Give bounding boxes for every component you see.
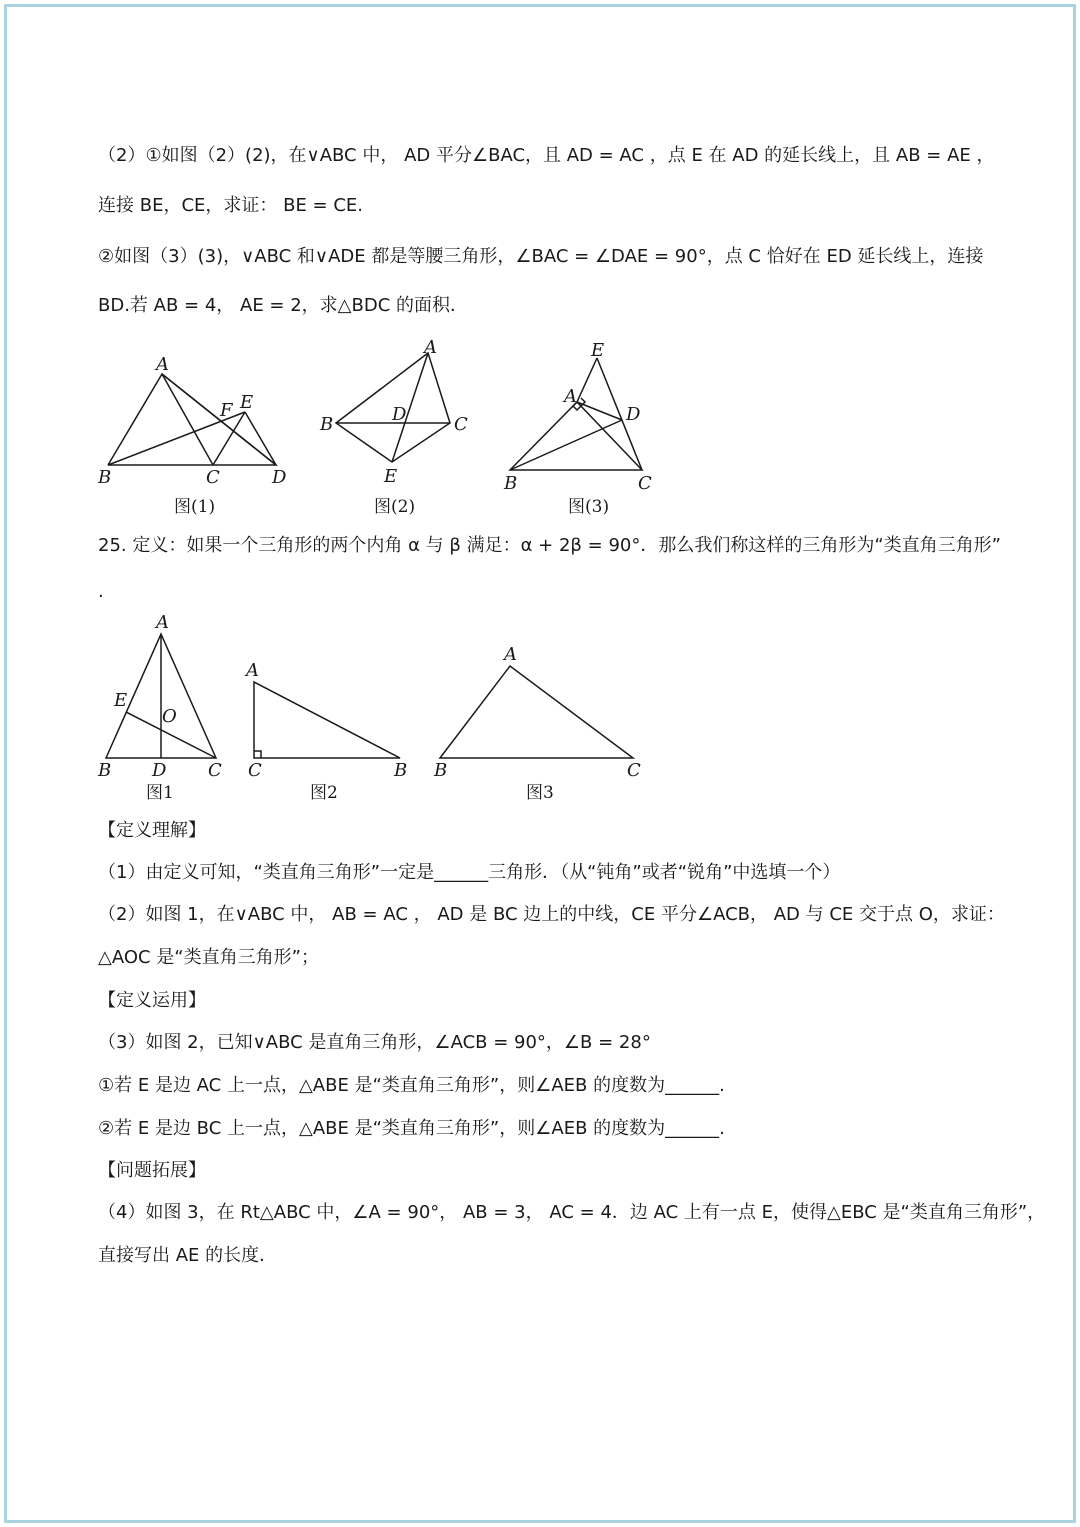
fig3-triangle-abc [510, 402, 642, 470]
figure-1-mid [97, 612, 222, 803]
mfig1-label-a: A [156, 612, 169, 633]
question-e4-line2: 直接写出 AE 的长度． [98, 1245, 278, 1266]
mid-figures [90, 608, 670, 808]
mfig3-caption: 图3 [526, 783, 554, 803]
q2-1-line1: （2）①如图（2）(2)，在∨ABC 中， AD 平分∠BAC，且 AD = AC ，点 E 在 AD 的延长线上，且 AB = AE ， [98, 145, 995, 166]
fig1-caption: 图(1) [174, 497, 216, 517]
figure-3-mid [433, 644, 641, 803]
mfig2-right-angle [254, 751, 261, 758]
mfig2-triangle [254, 682, 400, 758]
mfig3-triangle [440, 666, 633, 758]
fig3-segment-ae [577, 358, 597, 402]
fig3-label-d: D [626, 404, 641, 425]
fig1-triangle-abc [108, 374, 276, 465]
q2-2-line2: BD.若 AB = 4， AE = 2，求△BDC 的面积． [98, 295, 469, 316]
mfig2-label-a: A [246, 660, 259, 681]
figure-2-mid [244, 660, 407, 803]
question-a3-1: ①若 E 是边 AC 上一点，△ABE 是“类直角三角形”，则∠AEB 的度数为______. [98, 1075, 725, 1096]
fig1-segment-ac [162, 374, 213, 465]
fig3-label-e: E [591, 340, 605, 361]
fig2-label-a: A [424, 340, 437, 358]
fig1-label-f: F [220, 400, 233, 421]
fig3-label-c: C [638, 473, 652, 494]
mfig2-label-c: C [248, 760, 262, 781]
q25-definition-line1: 25. 定义：如果一个三角形的两个内角 α 与 β 满足：α + 2β = 90°．那么我们称这样的三角形为“类直角三角形” [98, 535, 1001, 556]
question-u2-line1: （2）如图 1，在∨ABC 中， AB = AC ， AD 是 BC 边上的中线，CE 平分∠ACB， AD 与 CE 交于点 O，求证： [98, 904, 1005, 925]
mfig1-label-b: B [98, 760, 112, 781]
mfig1-label-d: D [152, 760, 167, 781]
fig2-caption: 图(2) [374, 497, 416, 517]
mfig1-caption: 图1 [146, 783, 174, 803]
fig1-segment-ed [245, 412, 276, 465]
figure-3-top [503, 340, 652, 517]
mfig3-label-b: B [434, 760, 448, 781]
fig2-label-e: E [384, 466, 398, 487]
fig1-label-d: D [272, 467, 287, 488]
q2-1-line2: 连接 BE，CE，求证： BE = CE. [98, 195, 364, 216]
question-u2-line2: △AOC 是“类直角三角形”； [98, 947, 319, 968]
question-e4-line1: （4）如图 3，在 Rt△ABC 中，∠A = 90°， AB = 3， AC = 4．边 AC 上有一点 E，使得△EBC 是“类直角三角形”， [98, 1202, 1046, 1223]
q2-2-line1: ②如图（3）(3)，∨ABC 和∨ADE 都是等腰三角形，∠BAC = ∠DAE = 90°，点 C 恰好在 ED 延长线上，连接 [98, 246, 984, 267]
understanding-header: 【定义理解】 [98, 820, 206, 841]
fig3-caption: 图(3) [568, 497, 610, 517]
mfig2-caption: 图2 [310, 783, 338, 803]
top-figures [90, 340, 670, 525]
mfig2-label-b: B [394, 760, 408, 781]
fig2-label-b: B [320, 414, 334, 435]
fig3-label-b: B [504, 473, 518, 494]
q25-definition-line2: . [98, 581, 104, 602]
mfig1-label-o: O [162, 706, 177, 727]
application-header: 【定义运用】 [98, 990, 206, 1011]
figure-2-top [319, 340, 468, 517]
fig1-label-a: A [156, 354, 169, 375]
extension-header: 【问题拓展】 [98, 1160, 206, 1181]
fig1-label-e: E [240, 392, 254, 413]
fig1-segment-ad [162, 374, 276, 465]
mfig1-label-c: C [208, 760, 222, 781]
question-a3: （3）如图 2，已知∨ABC 是直角三角形，∠ACB = 90°，∠B = 28° [98, 1032, 651, 1053]
question-a3-2: ②若 E 是边 BC 上一点，△ABE 是“类直角三角形”，则∠AEB 的度数为______. [98, 1118, 725, 1139]
question-u1: （1）由定义可知，“类直角三角形”一定是______三角形．（从“钝角”或者“锐角”中选填一个） [98, 862, 841, 883]
fig2-label-d: D [392, 404, 407, 425]
mfig1-label-e: E [114, 690, 128, 711]
fig2-label-c: C [454, 414, 468, 435]
mfig3-label-c: C [627, 760, 641, 781]
figure-1-top [97, 354, 287, 517]
fig3-segment-bd [510, 420, 622, 470]
fig1-label-b: B [98, 467, 112, 488]
fig1-label-c: C [206, 467, 220, 488]
mfig3-label-a: A [504, 644, 517, 665]
fig3-label-a: A [564, 386, 577, 407]
